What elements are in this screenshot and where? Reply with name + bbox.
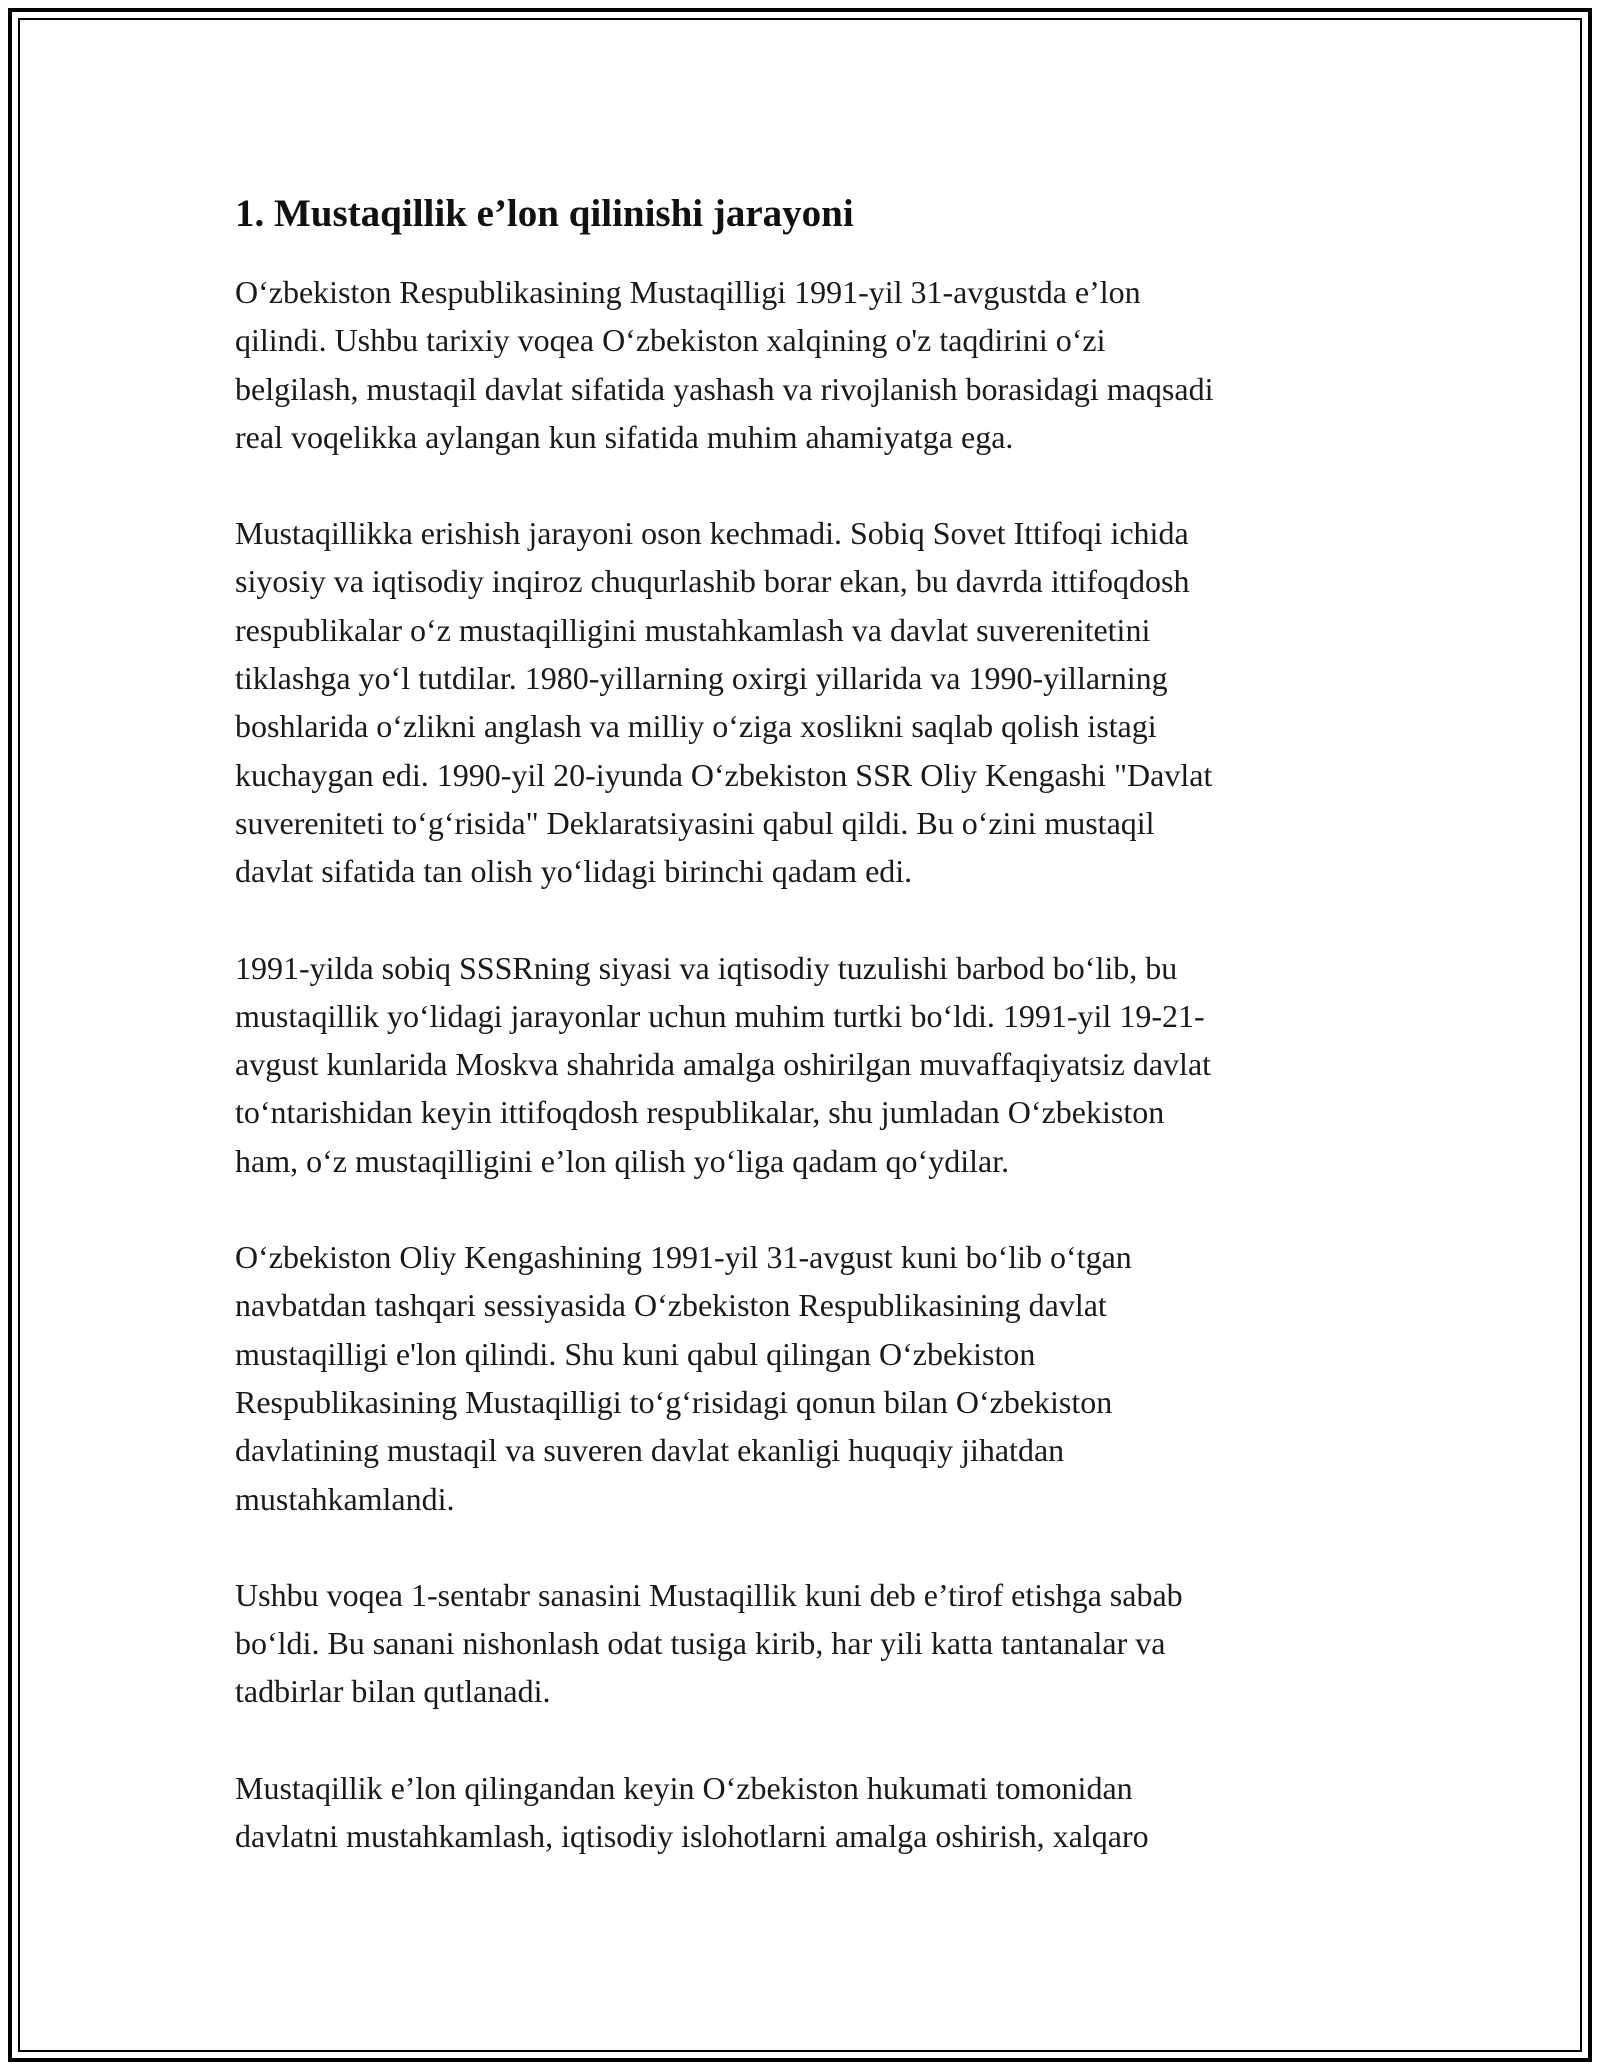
- text-line: tiklashga yo‘l tutdilar. 1980-yillarning oxirgi yillarida va 1990-yillarning: [235, 660, 1168, 697]
- text-line: 1991-yilda sobiq SSSRning siyasi va iqtisodiy tuzulishi barbod bo‘lib, bu: [235, 949, 1178, 986]
- paragraph: [235, 509, 1370, 895]
- text-line: real voqelikka aylangan kun sifatida muhim ahamiyatga ega.: [235, 418, 1014, 455]
- document-body: [235, 186, 1370, 1860]
- text-line: davlat sifatida tan olish yo‘lidagi birinchi qadam edi.: [235, 853, 913, 890]
- text-line: belgilash, mustaqil davlat sifatida yashash va rivojlanish borasidagi maqsadi: [235, 370, 1214, 407]
- text-line: avgust kunlarida Moskva shahrida amalga oshirilgan muvaffaqiyatsiz davlat: [235, 1046, 1212, 1083]
- text-line: suvereniteti to‘g‘risida" Deklaratsiyasini qabul qildi. Bu o‘zini mustaqil: [235, 804, 1155, 841]
- text-line: tadbirlar bilan qutlanadi.: [235, 1673, 551, 1710]
- text-line: mustaqilligi e'lon qilindi. Shu kuni qabul qilingan O‘zbekiston: [235, 1335, 1036, 1372]
- text-line: O‘zbekiston Respublikasining Mustaqilligi 1991-yil 31-avgustda e’lon: [235, 274, 1141, 310]
- text-line: Mustaqillik e’lon qilingandan keyin O‘zbekiston hukumati tomonidan: [235, 1769, 1133, 1806]
- text-line: siyosiy va iqtisodiy inqiroz chuqurlashib borar ekan, bu davrda ittifoqdosh: [235, 563, 1190, 600]
- text-line: Respublikasining Mustaqilligi to‘g‘risidagi qonun bilan O‘zbekiston: [235, 1383, 1113, 1420]
- paragraph: [235, 268, 1370, 461]
- text-line: kuchaygan edi. 1990-yil 20-iyunda O‘zbekiston SSR Oliy Kengashi "Davlat: [235, 756, 1213, 793]
- paragraph: [235, 1764, 1370, 1861]
- text-line: bo‘ldi. Bu sanani nishonlash odat tusiga kirib, har yili katta tantanalar va: [235, 1625, 1166, 1662]
- text-line: navbatdan tashqari sessiyasida O‘zbekiston Respublikasining davlat: [235, 1287, 1107, 1324]
- text-line: Mustaqillikka erishish jarayoni oson kechmadi. Sobiq Sovet Ittifoqi ichida: [235, 515, 1189, 552]
- text-line: mustahkamlandi.: [235, 1480, 455, 1517]
- text-line: Ushbu voqea 1-sentabr sanasini Mustaqillik kuni deb e’tirof etishga sabab: [235, 1576, 1183, 1613]
- text-line: qilindi. Ushbu tarixiy voqea O‘zbekiston xalqining o'z taqdirini o‘zi: [235, 322, 1106, 359]
- text-line: davlatining mustaqil va suveren davlat ekanligi huquqiy jihatdan: [235, 1432, 1065, 1469]
- paragraph: [235, 1571, 1370, 1716]
- text-line: O‘zbekiston Oliy Kengashining 1991-yil 31-avgust kuni bo‘lib o‘tgan: [235, 1239, 1132, 1276]
- text-line: boshlarida o‘zlikni anglash va milliy o‘ziga xoslikni saqlab qolish istagi: [235, 708, 1157, 745]
- section-title: 1. Mustaqillik e’lon qilinishi jarayoni: [235, 192, 854, 235]
- text-line: respublikalar o‘z mustaqilligini mustahkamlash va davlat suverenitetini: [235, 611, 1151, 648]
- paragraph: [235, 1233, 1370, 1523]
- paragraph: [235, 944, 1370, 1185]
- text-line: to‘ntarishidan keyin ittifoqdosh respublikalar, shu jumladan O‘zbekiston: [235, 1094, 1165, 1131]
- text-line: mustaqillik yo‘lidagi jarayonlar uchun muhim turtki bo‘ldi. 1991-yil 19-21-: [235, 997, 1205, 1034]
- text-line: davlatni mustahkamlash, iqtisodiy islohotlarni amalga oshirish, xalqaro: [235, 1818, 1149, 1855]
- text-line: ham, o‘z mustaqilligini e’lon qilish yo‘liga qadam qo‘ydilar.: [235, 1142, 1010, 1179]
